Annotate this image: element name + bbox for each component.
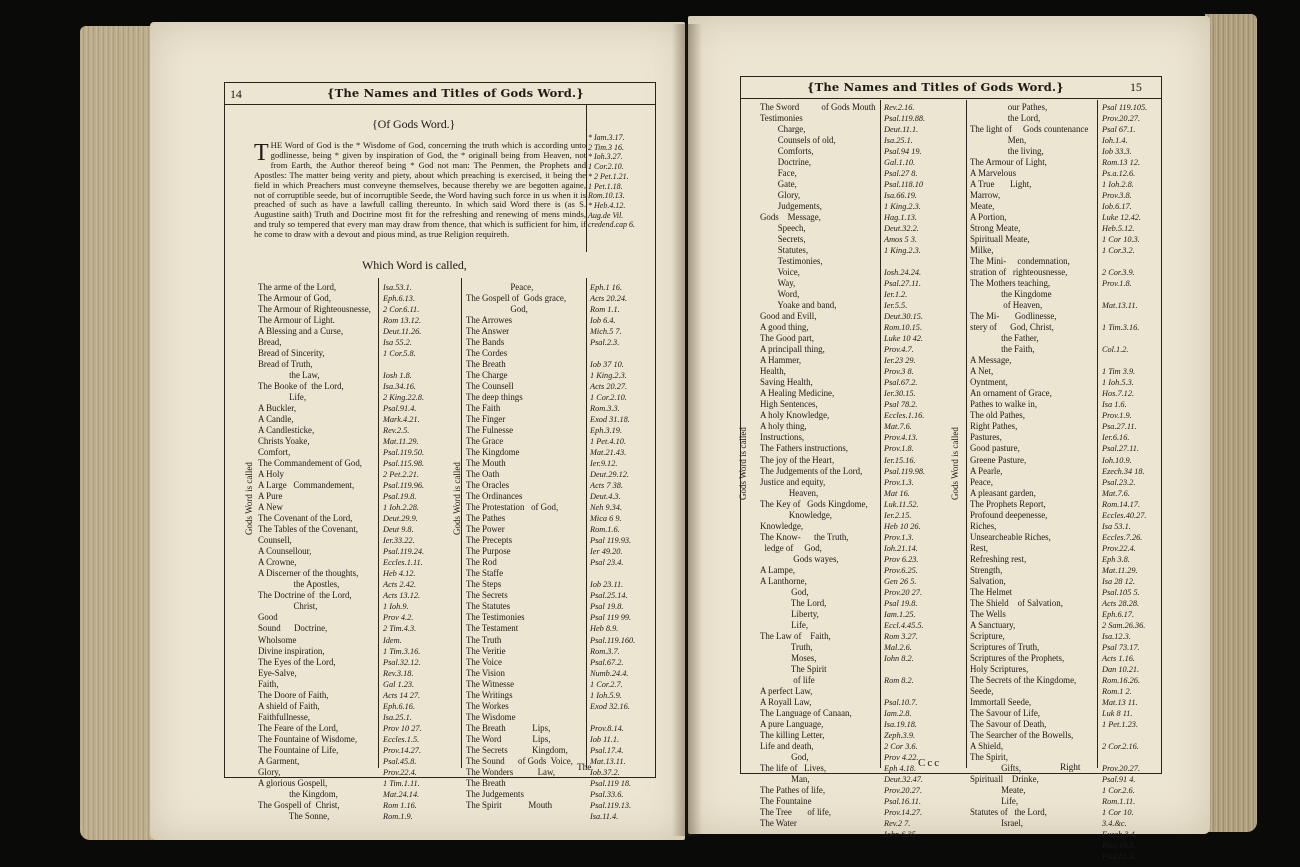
left-running-head: {The Names and Titles of Gods Word.} [327,86,584,100]
left-col-rule-3 [586,278,587,768]
left-side-label-a: Gods Word is called [244,462,254,535]
right-page-number: 15 [1130,80,1142,94]
drop-cap: T [254,140,269,166]
intro-text: HE Word of God is the * Wisdome of God, concerning the truth which is according unto godlinesse, being * given by inspiration of God, the * originall being from Heaven, not from Earth, the Author thereof being * God not man: The Penmen, the Prophets and Apostles: The matter being verity and piety, about which preaching is exercised, it being the field in which Preachers must conveyne themselves, because thereby we are begotten againe, not of corruptible seede, but of incorruptible Seede, the Word having such force in us when it is preached of such as have a lawfull calling thereunto. In which said Word there is (as S. Augustine saith) Truth and Doctrine most fit for the refreshing and renewing of mens minds, and truly so tempered that every man may draw from thence, that which is sufficient for him, if he come to draw with a devout and pious mind, as true Religion requireth. [254,140,586,240]
which-word-heading: Which Word is called, [362,258,467,272]
right-col-rule-2 [966,100,967,768]
right-side-label-b: Gods Word is called [950,427,960,500]
left-head-rule [224,104,656,105]
left-names-column-2: Peace, The Gospell of Gods grace, God, The Arrowes The Answer The Bands The Cordes The Breath The Charge The Counsell The deep things The Faith The Finger The Fulnesse The Grace The Kingdome The Mouth The Oath The Oracles The Ordinances The Protestation of God, The Pathes The Power The Precepts The Purpose The Rod The Staffe The Steps The Secrets The Statutes The Testimonies The Testament The Truth The Veritie The Voice The Vision The Witnesse The Writings The Workes The Wisdome The Breath Lips, The Word Lips, The Secrets Kingdom, The Sound of Gods Voice, The Wonders Law, The Breath The Judgements The Spirit Mouth [466,282,573,810]
left-refs-column-1: Isa.53.1. Eph.6.13. 2 Cor.6.11. Rom 13.12. Deut.11.26. Isa 55.2. 1 Cor.5.8. Iosh 1.8. Isa.34.16. 2 King.22.8. Psal.91.4. Mark.4.21. Rev.2.5. Mat.11.29. Psal.119.50. Psal.115.98. 2 Pet.2.21. Psal.119.96. Psal.19.8. 1 Ioh.2.28. Deut.29.9. Deut 9.8. Ier.33.22. Psal.119.24. Eccles.1.11. Heb 4.12. Acts 2.42. Acts 13.12. 1 Ioh.9. Prov 4.2. 2 Tim.4.3. Idem. 1 Tim.3.16. Psal.32.12. Rev.3.18. Gal 1.23. Acts 14 27. Eph.6.16. Isa.25.1. Prov 10 27. Eccles.1.5. Prov.14.27. Psal.45.8. Prov.22.4. 1 Tim.1.11. Mat.24.14. Rom 1.16. Rom.1.9. [383,283,425,821]
right-side-label-a: Gods Word is called [738,427,748,500]
left-margin-rule [586,104,587,252]
book-gutter [672,24,702,836]
right-col-rule-1 [880,100,881,768]
left-col-rule-1 [378,278,379,768]
left-names-column-1: The arme of the Lord, The Armour of God, The Armour of Righteousnesse, The Armour of Light. A Blessing and a Curse, Bread, Bread of Sincerity, Bread of Truth, the Law, The Booke of the Lord, Life, A Buckler, A Candle, A Candlesticke, Christs Yoake, Comfort, The Commandement of God, A Holy A Large Commandement, A Pure A New The Covenant of the Lord, The Tables of the Covenant, Counsell, A Counsellour, A Crowne, A Discerner of the thoughts, the Apostles, The Doctrine of the Lord, Christ, Good Sound Doctrine, Wholsome Divine inspiration, The Eyes of the Lord, Eye-Salve, Faith, The Doore of Faith, A shield of Faith, Faithfullnesse, The Feare of the Lord, The Fountaine of Wisdome, The Fountaine of Life, A Garment, Glory, A glorious Gospell, the Kingdom, The Gospell of Christ, The Sonne, [258,282,371,821]
page-edges-left [80,26,160,840]
left-page-number: 14 [230,87,242,101]
right-catchword: Right [1060,763,1081,773]
left-side-label-b: Gods Word is called [452,462,462,535]
page-edges-right [1205,14,1257,832]
right-head-rule [740,98,1162,99]
right-running-head: {The Names and Titles of Gods Word.} [807,80,1064,94]
right-refs-column-1: Rev.2.16. Psal.119.88. Deut.11.1. Isa.25.1. Psal.94 19. Gal.1.10. Psal.27 8. Psal.118.10 Isa.66.19. 1 King.2.3. Hag.1.13. Deut.32.2. Amos 5 3. 1 King.2.3. Iosh.24.24. Psal.27.11. Ier.1.2. Ier.5.5. Deut.30.15. Rom.10.15. Luke 10 42. Prov.4.7. Ier.23 29. Prov.3 8. Psal.67.2. Ier.30.15. Psal 78.2. Eccles.1.16. Mat.7.6. Prov.4.13. Prov.1.8. Ier.15.16. Psal.119.98. Prov.1.3. Mat 16. Luk.11.52. Ier.2.15. Heb 10 26. Prov.1.3. Ioh.21.14. Prov 6.23. Prov.6.25. Gen 26 5. Prov.20 27. Psal 19.8. Iam.1.25. Eccl.4.45.5. Rom 3.27. Mal.2.6. Iohn 8.2. Rom 8.2. Psal.10.7. Iam.2.8. Isa.19.18. Zeph.3.9. 2 Cor 3.6. Prov 4.22. Eph 4.18. Deut.32.47. Prov.20.27. Psal.16.11. Prov.14.27. Rev.2 7. Iohn 6.35 [884,103,926,840]
right-refs-column-2: Psal 119.105. Prov.20.27. Psal 67.1. Ioh.1.4. Iob 33.3. Rom.13 12. Ps.a.12.6. 1 Ioh.2.8. Prov.3.8. Iob.6.17. Luke 12.42. Heb.5.12. 1 Cor 10.3. 1 Cor.3.2. 2 Cor.3.9. Prov.1.8. Mat.13.11. 1 Tim.3.16. Col.1.2. 1 Tim 3.9. 1 Ioh.5.3. Hos.7.12. Isa 1.6. Prov.1.9. Psa.27.11. Ier.6.16. Psal.27.11. Ioh.10.9. Ezech.34 18. Psal.23.2. Mat.7.6. Rom.14.17. Eccles.40.27. Isa 53.1. Eccles.7.26. Prov.22.4. Eph 3.8. Mat.11.29. Isa 28 12. Psal.105 5. Acts 28.28. Eph.6.17. 2 Sam.26.36. Isa.12.3. Psal 73.17. Acts 1.16. Dan 10.21. Rom.16.26. Rom.1 2. Mat.13 11. Luk 8 11. 1 Pet.1.23. 2 Cor.2.16. Prov.20.27. Psal.91 4. 1 Cor.2.6. Rom.1.11. 1 Cor 10. 3.4.&c. Exech.3.4. Psal 19.8. Psal.81.4. [1102,103,1148,862]
left-catchword: The [577,763,592,773]
signature-mark: Ccc [918,757,942,769]
right-col-rule-3 [1097,100,1098,768]
intro-paragraph [254,141,586,240]
section-title: {Of Gods Word.} [372,117,456,131]
left-refs-column-2: Eph.1 16. Acts 20.24. Rom 1.1. Iob 6.4. Mich.5 7. Psal.2.3. Iob 37 10. 1 King.2.3. Acts 20.27. 1 Cor.2.10. Rom.3.3. Exod 31.18. Eph.3.19. 1 Pet.4.10. Mat.21.43. Ier.9.12. Deut.29.12. Acts 7 38. Deut.4.3. Neh 9.34. Mica 6 9. Rom.1.6. Psal 119.93. Ier 49.20. Psal 23.4. Iob 23.11. Psal.25.14. Psal 19.8. Psal 119 99. Heb 8.9. Psal.119.160. Rom.3.7. Psal.67.2. Numb.24.4. 1 Cor.2.7. 1 Ioh.5.9. Exod 32.16. Prov.8.14. Iob 11.1. Psal.17.4. Mat.13.11. Iob.37.2. Psal.119 18. Psal.33.6. Psal.119.13. Isa.11.4. [590,283,636,821]
margin-notes: * Iam.3.17. 2 Tim.3 16. * Ioh.3.27. 1 Cor.2.10. * 2 Pet.1.21. 1 Pet.1.18. Rom.10.13. * Heb.4.12. Aug.de Vil. credend.cap 6. [588,133,636,230]
right-names-column-2: our Pathes, the Lord, The light of Gods countenance Men, the living, The Armour of Light, A Marvelous A True Light, Marrow, Meate, A Portion, Strong Meate, Spirituall Meate, Milke, The Mini- condemnation, stration of righteousnesse, The Mothers teaching, the Kingdome of Heaven, The Mi- Godlinesse, stery of God, Christ, the Father, the Faith, A Message, A Net, Oyntment, An ornament of Grace, Pathes to walke in, The old Pathes, Right Pathes, Pastures, Good pasture, Greene Pasture, A Pearle, Peace, A pleasant garden, The Prophets Report, Profound deepenesse, Riches, Unsearcheable Riches, Rest, Refreshing rest, Strength, Salvation, The Helmet The Shield of Salvation, The Wells A Sanctuary, Scripture, Scriptures of Truth, Scriptures of the Prophets, Holy Scriptures, The Secrets of the Kingdome, Seede, Immortall Seede, The Savour of Life, The Savour of Death, The Searcher of the Bowells, A Shield, The Spirit, Gifts, Spirituall Drinke, Meate, Life, Statutes of the Lord, Israel, [970,102,1089,829]
right-names-column-1: The Sword of Gods Mouth Testimonies Charge, Counsels of old, Comforts, Doctrine, Face, Gate, Glory, Judgements, Gods Message, Speech, Secrets, Statutes, Testimonies, Voice, Way, Word, Yoake and band, Good and Evill, A good thing, The Good part, A principall thing, A Hammer, Health, Saving Health, A Healing Medicine, High Sentences, A holy Knowledge, A holy thing, Instructions, The Fathers instructions, The joy of the Heart, The Judgements of the Lord, Justice and equity, Heaven, The Key of Gods Kingdome, Knowledge, Knowledge, The Know- the Truth, ledge of God, Gods wayes, A Lampe, A Lanthorne, God, The Lord, Liberty, Life, The Law of Faith, Truth, Moses, The Spirit of life A perfect Law, A Royall Law, The Language of Canaan, A pure Language, The killing Letter, Life and death, God, The life of Lives, Man, The Pathes of life, The Fountaine The Tree of life, The Water [760,102,876,829]
